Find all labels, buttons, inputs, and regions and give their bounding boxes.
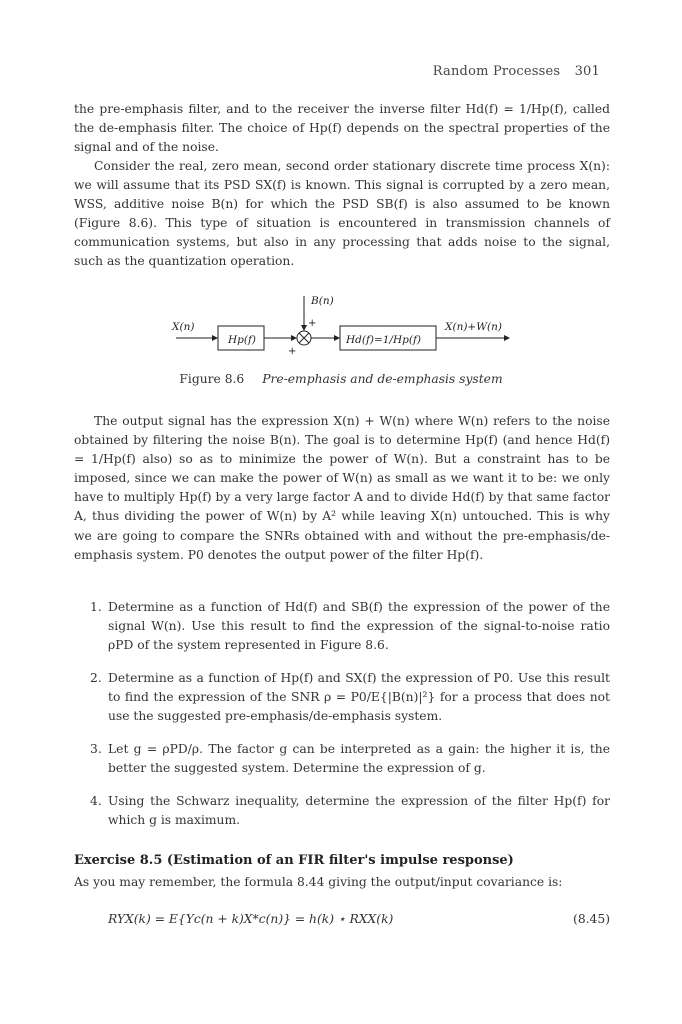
paragraph-pre-emphasis: the pre-emphasis filter, and to the receiver the inverse filter Hd(f) = 1/Hp(f), called the de-emphasis filter. The choice of Hp(f) depends on the spectral properties of the signal and of the noise. [74, 102, 610, 155]
exercise-intro: As you may remember, the formula 8.44 giving the output/input covariance is: [74, 875, 563, 889]
noise-arrowhead [301, 325, 307, 331]
noise-label: B(n) [311, 295, 334, 307]
list-item-text: Determine as a function of Hd(f) and SB(f) the expression of the power of the signal W(n). Use this result to find the expression of the signal-to-noise ratio ρPD of the system represented in Figure 8.6. [108, 600, 610, 653]
list-item-number: 3. [90, 742, 102, 756]
de-emphasis-filter-label: Hd(f)=1/Hp(f) [346, 334, 421, 346]
paragraph-process-description: Consider the real, zero mean, second order stationary discrete time process X(n): we will assume that its PSD SX(f) is known. This signal is corrupted by a zero mean, WSS, additive noise B(n) for which the PSD SB(f) is also assumed to be known (Figure 8.6). This type of situation is encountered in transmission channels of communication systems, but also in any processing that adds noise to the signal, such as the quantization operation. [74, 159, 610, 269]
pre-emphasis-filter-label: Hp(f) [228, 334, 256, 346]
mixer-input-arrowhead [291, 335, 297, 341]
equation: RYX(k) = E{Yc(n + k)X*c(n)} = h(k) ⋆ RXX(k) [108, 912, 394, 926]
list-item-number: 4. [90, 794, 102, 808]
list-item-text: Using the Schwarz inequality, determine the expression of the filter Hp(f) for which g is maximum. [108, 794, 610, 828]
plus-sign-top: + [308, 318, 317, 329]
figure-number: Figure 8.6 [179, 372, 245, 386]
exercise-title: Exercise 8.5 (Estimation of an FIR filter's impulse response) [74, 853, 514, 868]
de-emphasis-input-arrowhead [334, 335, 340, 341]
input-label: X(n) [172, 321, 195, 333]
list-item-text: Let g = ρPD/ρ. The factor g can be interpreted as a gain: the higher it is, the better the suggested system. Determine the expression of g. [108, 742, 610, 776]
running-title: Random Processes [432, 64, 561, 79]
page-number: 301 [574, 64, 600, 79]
input-arrowhead [212, 335, 218, 341]
list-item-number: 1. [90, 600, 102, 614]
equation-number: (8.45) [573, 912, 610, 926]
running-header [423, 64, 600, 79]
paragraph-output-signal: The output signal has the expression X(n) + W(n) where W(n) refers to the noise obtained by filtering the noise B(n). The goal is to determine Hp(f) (and hence Hd(f) = 1/Hp(f) also) so as to minimize the power of W(n). But a constraint has to be imposed, since we can make the power of W(n) as small as we want it to be: we only have to multiply Hp(f) by a very large factor A and to divide Hd(f) by that same factor A, thus dividing the power of W(n) by A² while leaving X(n) untouched. This is why we are going to compare the SNRs obtained with and without the pre-emphasis/de-emphasis system. P0 denotes the output power of the filter Hp(f). [74, 414, 610, 562]
pre-emphasis-diagram [150, 282, 530, 362]
list-item-text: Determine as a function of Hp(f) and SX(f) the expression of P0. Use this result to find the expression of the SNR ρ = P0/E{|B(n)|²} for a process that does not use the suggested pre-emphasis/de-emphasis system. [108, 671, 610, 724]
figure-caption-text: Pre-emphasis and de-emphasis system [262, 372, 503, 386]
list-item-number: 2. [90, 671, 102, 685]
figure-caption [0, 372, 682, 386]
output-arrowhead [504, 335, 510, 341]
plus-sign-bottom: + [288, 346, 297, 357]
output-label: X(n)+W(n) [445, 321, 502, 333]
